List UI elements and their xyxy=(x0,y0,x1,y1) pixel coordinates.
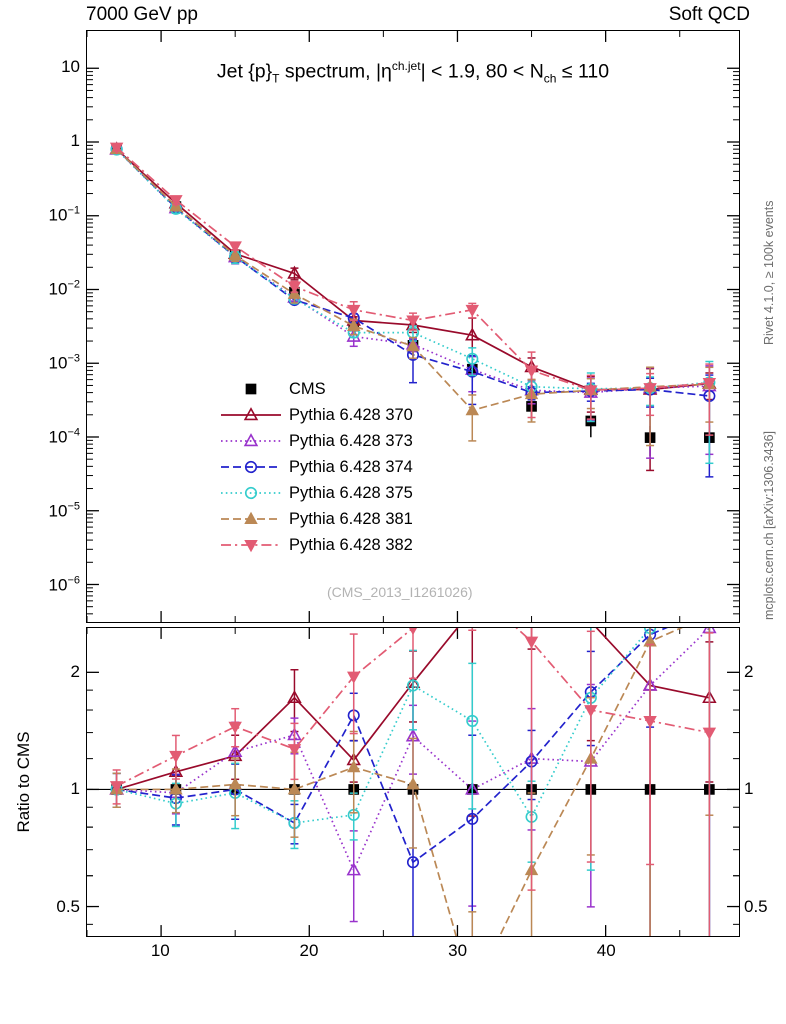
data-marker xyxy=(245,409,257,420)
series-pythia-6-428-373 xyxy=(111,143,715,458)
legend-item[interactable] xyxy=(219,454,413,480)
legend xyxy=(219,376,413,558)
legend-symbol xyxy=(219,480,283,506)
data-marker xyxy=(170,751,182,762)
y-tick-label: $10^{-1}$ xyxy=(48,205,80,225)
y-axis-labels-ratio-right xyxy=(744,627,786,937)
y-tick-label: 1 xyxy=(70,131,80,151)
legend-label: Pythia 6.428 374 xyxy=(289,457,413,476)
legend-item[interactable] xyxy=(219,532,413,558)
x-tick-label: 30 xyxy=(448,941,468,960)
legend-marker xyxy=(245,513,257,524)
series-cms xyxy=(112,144,714,458)
data-marker xyxy=(407,778,419,789)
header-right: Soft QCD xyxy=(668,4,750,25)
legend-label: Pythia 6.428 373 xyxy=(289,431,413,450)
ratio-plot-panel xyxy=(86,627,740,937)
legend-item[interactable] xyxy=(219,376,413,402)
series-pythia-6-428-375 xyxy=(111,144,714,463)
data-marker xyxy=(289,745,301,756)
y-axis-labels-main xyxy=(10,30,80,623)
legend-item[interactable] xyxy=(219,480,413,506)
legend-symbol xyxy=(219,376,283,402)
legend-symbol xyxy=(219,506,283,532)
legend-label: Pythia 6.428 382 xyxy=(289,535,413,554)
main-plot-area xyxy=(87,31,739,622)
ratio-plot-svg xyxy=(87,628,739,936)
legend-label: CMS xyxy=(289,379,326,398)
plot-title: Jet $\{p\}_T$ spectrum, $|\eta^{ch.jet}| < 1.9$, $80 < N_{ch} \le 110$ xyxy=(216,59,610,86)
header-left: 7000 GeV pp xyxy=(86,4,198,25)
ratio-axis-title: Ratio to CMS xyxy=(14,731,33,833)
series-pythia-6-428-374 xyxy=(111,144,714,477)
main-plot-panel xyxy=(86,30,740,623)
ratio-y-tick-label: 1 xyxy=(744,779,754,799)
y-tick-label: $10^{-5}$ xyxy=(48,501,80,521)
data-marker xyxy=(229,778,241,789)
x-tick-label: 40 xyxy=(596,941,616,960)
data-marker xyxy=(407,628,419,634)
legend-label: Pythia 6.428 381 xyxy=(289,509,413,528)
legend-marker xyxy=(245,409,257,420)
series-pythia-6-428-381 xyxy=(111,143,715,446)
main-plot-svg xyxy=(87,31,739,622)
legend-marker xyxy=(246,384,256,394)
ratio-plot-area xyxy=(87,628,739,936)
legend-item[interactable] xyxy=(219,402,413,428)
y-tick-label: $10^{-6}$ xyxy=(48,575,80,595)
x-tick-label: 10 xyxy=(150,941,170,960)
data-marker xyxy=(245,435,257,446)
legend-item[interactable] xyxy=(219,428,413,454)
legend-label: Pythia 6.428 370 xyxy=(289,405,413,424)
ratio-y-tick-label: 2 xyxy=(70,661,80,681)
analysis-watermark: (CMS_2013_I1261026) xyxy=(327,584,473,600)
legend-symbol xyxy=(219,402,283,428)
ratio-y-tick-label: 1 xyxy=(70,779,80,799)
legend-symbol xyxy=(219,428,283,454)
ratio-y-tick-label: 0.5 xyxy=(744,897,768,917)
legend-label: Pythia 6.428 375 xyxy=(289,483,413,502)
data-marker xyxy=(246,384,256,394)
y-tick-label: $10^{-2}$ xyxy=(48,279,80,299)
mcplots-reference-label: mcplots.cern.ch [arXiv:1306.3436] xyxy=(762,431,776,620)
ratio-y-tick-label: 2 xyxy=(744,661,754,681)
rivet-version-label: Rivet 4.1.0, ≥ 100k events xyxy=(762,200,776,345)
series-pythia-6-428-382 xyxy=(111,143,715,435)
ratio-y-tick-label: 0.5 xyxy=(56,897,80,917)
y-tick-label: $10^{-4}$ xyxy=(48,427,80,447)
legend-symbol xyxy=(219,532,283,558)
legend-marker xyxy=(245,435,257,446)
y-tick-label: $10^{-3}$ xyxy=(48,353,80,373)
legend-marker xyxy=(245,541,257,552)
data-marker xyxy=(245,541,257,552)
data-marker xyxy=(466,404,478,415)
legend-symbol xyxy=(219,454,283,480)
legend-item[interactable] xyxy=(219,506,413,532)
data-marker xyxy=(245,513,257,524)
y-tick-label: 10 xyxy=(61,57,80,77)
x-axis-labels xyxy=(86,941,740,971)
series-pythia-6-428-370 xyxy=(111,143,715,470)
x-tick-label: 20 xyxy=(299,941,319,960)
data-marker xyxy=(703,728,715,739)
